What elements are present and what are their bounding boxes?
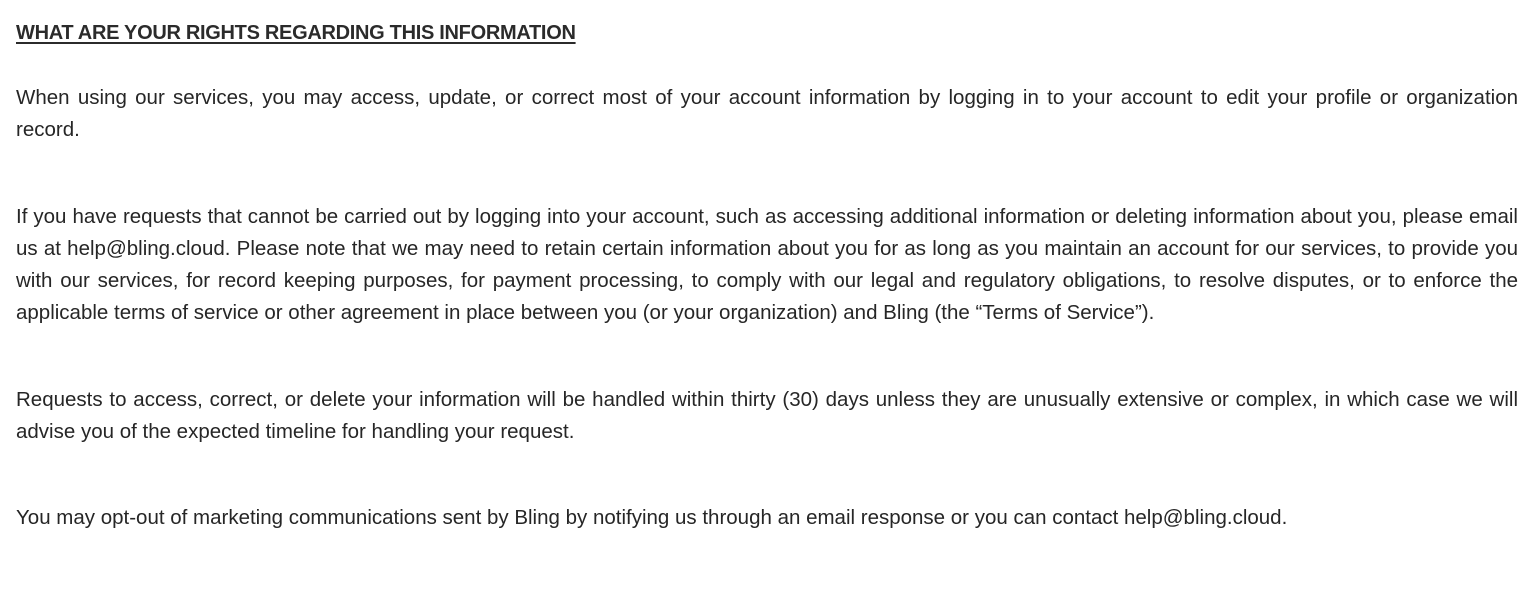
section-heading: WHAT ARE YOUR RIGHTS REGARDING THIS INFORMATION (16, 22, 576, 44)
paragraph-request-timeline: Requests to access, correct, or delete your information will be handled within thirty (30) days unless they are unusually extensive or complex, in which case we will advise you of the expected timeline for handling your request. (16, 387, 1518, 444)
paragraph-access-update: When using our services, you may access, update, or correct most of your account information by logging in to your account to edit your profile or organization record. (16, 86, 1518, 142)
paragraph-opt-out: You may opt-out of marketing communications sent by Bling by notifying us through an email response or you can contact help@bling.cloud. (16, 506, 1288, 530)
paragraph-requests-retention: If you have requests that cannot be carried out by logging into your account, such as accessing additional information or deleting information about you, please email us at help@bling.cloud. Please note that we may need to retain certain information about you for as long as you maintain an account for our services, to provide you with our services, for record keeping purposes, for payment processing, to comply with our legal and regulatory obligations, to resolve disputes, or to enforce the applicable terms of service or other agreement in place between you (or your organization) and Bling (the “Terms of Service”). (16, 204, 1518, 325)
